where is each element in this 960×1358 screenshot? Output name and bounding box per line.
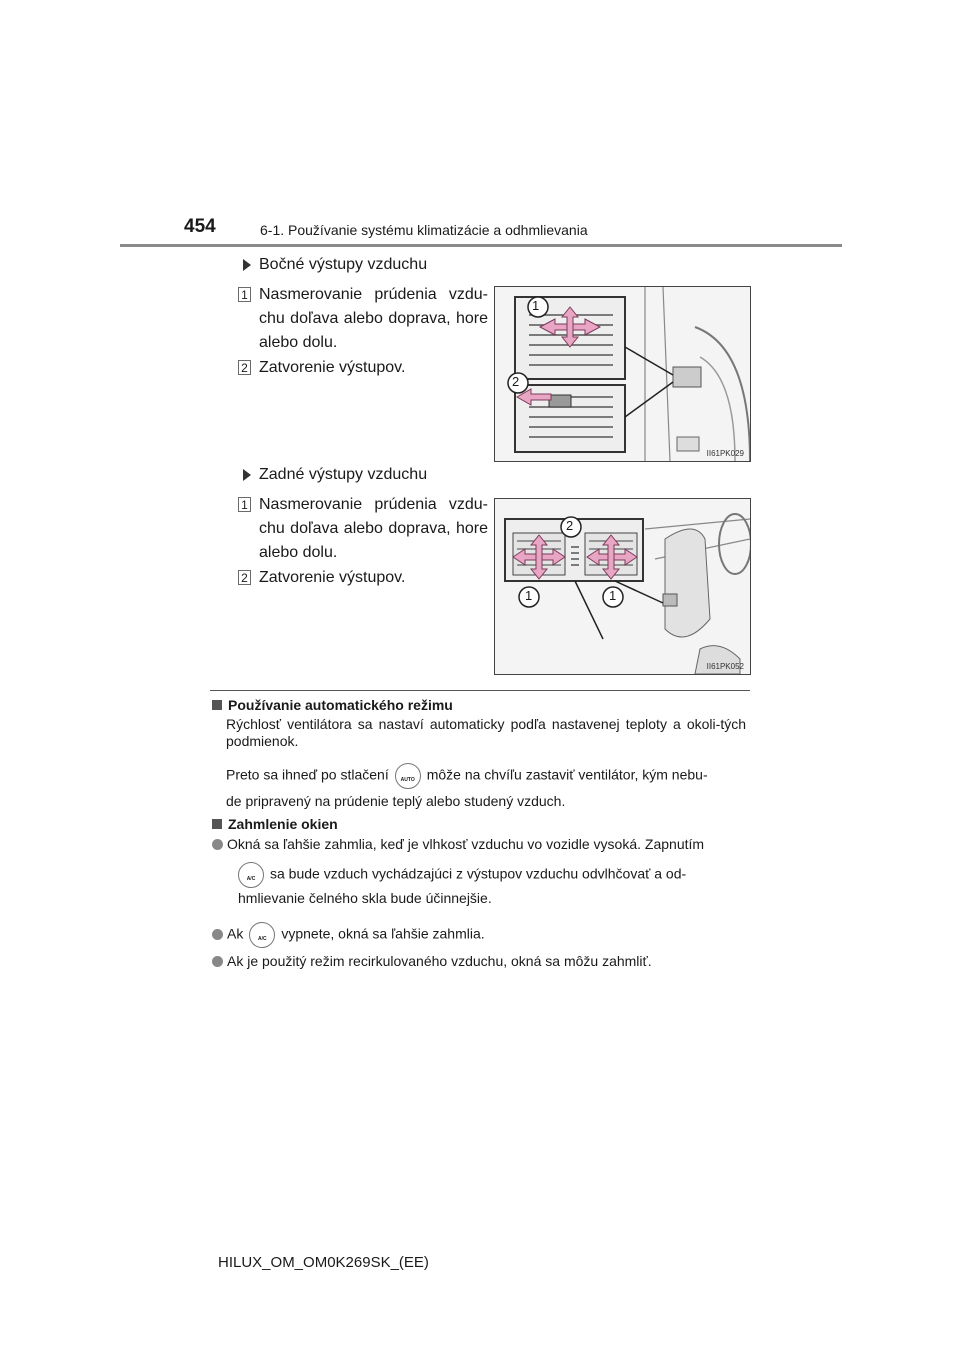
rear-vents-figure [494, 498, 751, 675]
front-vents-item-1 [238, 283, 488, 355]
auto-button-icon [395, 763, 421, 789]
ac-button-icon [249, 922, 275, 948]
front-vents-heading [243, 256, 427, 274]
header-rule [120, 244, 842, 247]
auto-mode-para2-start: Preto sa ihneď po stlačení [226, 766, 389, 783]
round-bullet-icon [212, 839, 223, 850]
rear-callout-2: 2 [566, 518, 574, 533]
fogging-bullet-3-text: Ak je použitý režim recirkulovaného vzduchu, okná sa môžu zahmliť. [227, 953, 652, 969]
auto-mode-para1: Rýchlosť ventilátora sa nastaví automaticky podľa nastavenej teploty a okoli-tých podmienok. [226, 716, 746, 749]
auto-mode-title [212, 697, 453, 713]
front-callout-2: 2 [512, 374, 520, 389]
triangle-bullet-icon [243, 259, 251, 271]
rear-callout-1b: 1 [609, 588, 617, 603]
rear-vents-item-2 [238, 566, 488, 590]
square-bullet-icon [212, 819, 222, 829]
fogging-bullet-2-end: vypnete, okná sa ľahšie zahmlia. [281, 925, 485, 942]
item-number-badge: 1 [238, 287, 251, 302]
auto-mode-title-text: Používanie automatického režimu [228, 697, 453, 713]
round-bullet-icon [212, 956, 223, 967]
front-callout-1: 1 [532, 298, 540, 313]
fogging-bullet-1-line2 [238, 862, 746, 888]
front-figure-code: II61PK029 [706, 449, 744, 458]
header-section-title: 6-1. Používanie systému klimatizácie a odhmlievania [260, 222, 588, 238]
fogging-bullet-2 [212, 922, 747, 948]
fogging-bullet-3 [212, 953, 747, 970]
rear-vents-heading-text: Zadné výstupy vzduchu [259, 466, 428, 483]
ac-button-label: A/C [246, 876, 256, 882]
item-text: Nasmerovanie prúdenia vzdu-chu doľava alebo doprava, hore alebo dolu. [259, 496, 488, 561]
front-vents-illustration [495, 287, 750, 461]
section-rule [210, 690, 750, 691]
item-number-badge: 1 [238, 497, 251, 512]
fogging-title [212, 816, 338, 832]
item-number-badge: 2 [238, 570, 251, 585]
fogging-bullet-2-start: Ak [227, 925, 244, 942]
footer-doc-code: HILUX_OM_OM0K269SK_(EE) [218, 1254, 429, 1271]
front-vents-heading-text: Bočné výstupy vzduchu [259, 256, 428, 273]
auto-mode-para2 [226, 763, 746, 789]
fogging-bullet-1-mid: sa bude vzduch vychádzajúci z výstupov vzduchu odvlhčovať a od- [270, 865, 687, 882]
item-text: Zatvorenie výstupov. [259, 359, 406, 376]
rear-callout-1a: 1 [525, 588, 533, 603]
front-vents-figure [494, 286, 751, 462]
rear-vents-heading [243, 466, 427, 484]
auto-mode-para3: de pripravený na prúdenie teplý alebo studený vzduch. [226, 793, 566, 809]
page-number: 454 [184, 216, 216, 237]
fogging-title-text: Zahmlenie okien [228, 816, 338, 832]
auto-button-label: AUTO [400, 777, 415, 783]
rear-vents-item-1 [238, 493, 488, 565]
round-bullet-icon [212, 929, 223, 940]
fogging-bullet-1 [212, 836, 747, 853]
rear-figure-code: II61PK052 [706, 662, 744, 671]
front-vents-item-2 [238, 356, 488, 380]
fogging-bullet-1-start: Okná sa ľahšie zahmlia, keď je vlhkosť vzduchu vo vozidle vysoká. Zapnutím [227, 836, 705, 852]
triangle-bullet-icon [243, 469, 251, 481]
ac-button-label: A/C [258, 936, 267, 942]
item-number-badge: 2 [238, 360, 251, 375]
rear-vents-illustration [495, 499, 750, 674]
auto-mode-para2-mid: môže na chvíľu zastaviť ventilátor, kým nebu- [426, 766, 708, 783]
item-text: Zatvorenie výstupov. [259, 569, 406, 586]
item-text: Nasmerovanie prúdenia vzdu-chu doľava alebo doprava, hore alebo dolu. [259, 286, 488, 351]
ac-button-icon [238, 862, 264, 888]
fogging-bullet-1-line3: hmlievanie čelného skla bude účinnejšie. [238, 890, 492, 906]
square-bullet-icon [212, 700, 222, 710]
